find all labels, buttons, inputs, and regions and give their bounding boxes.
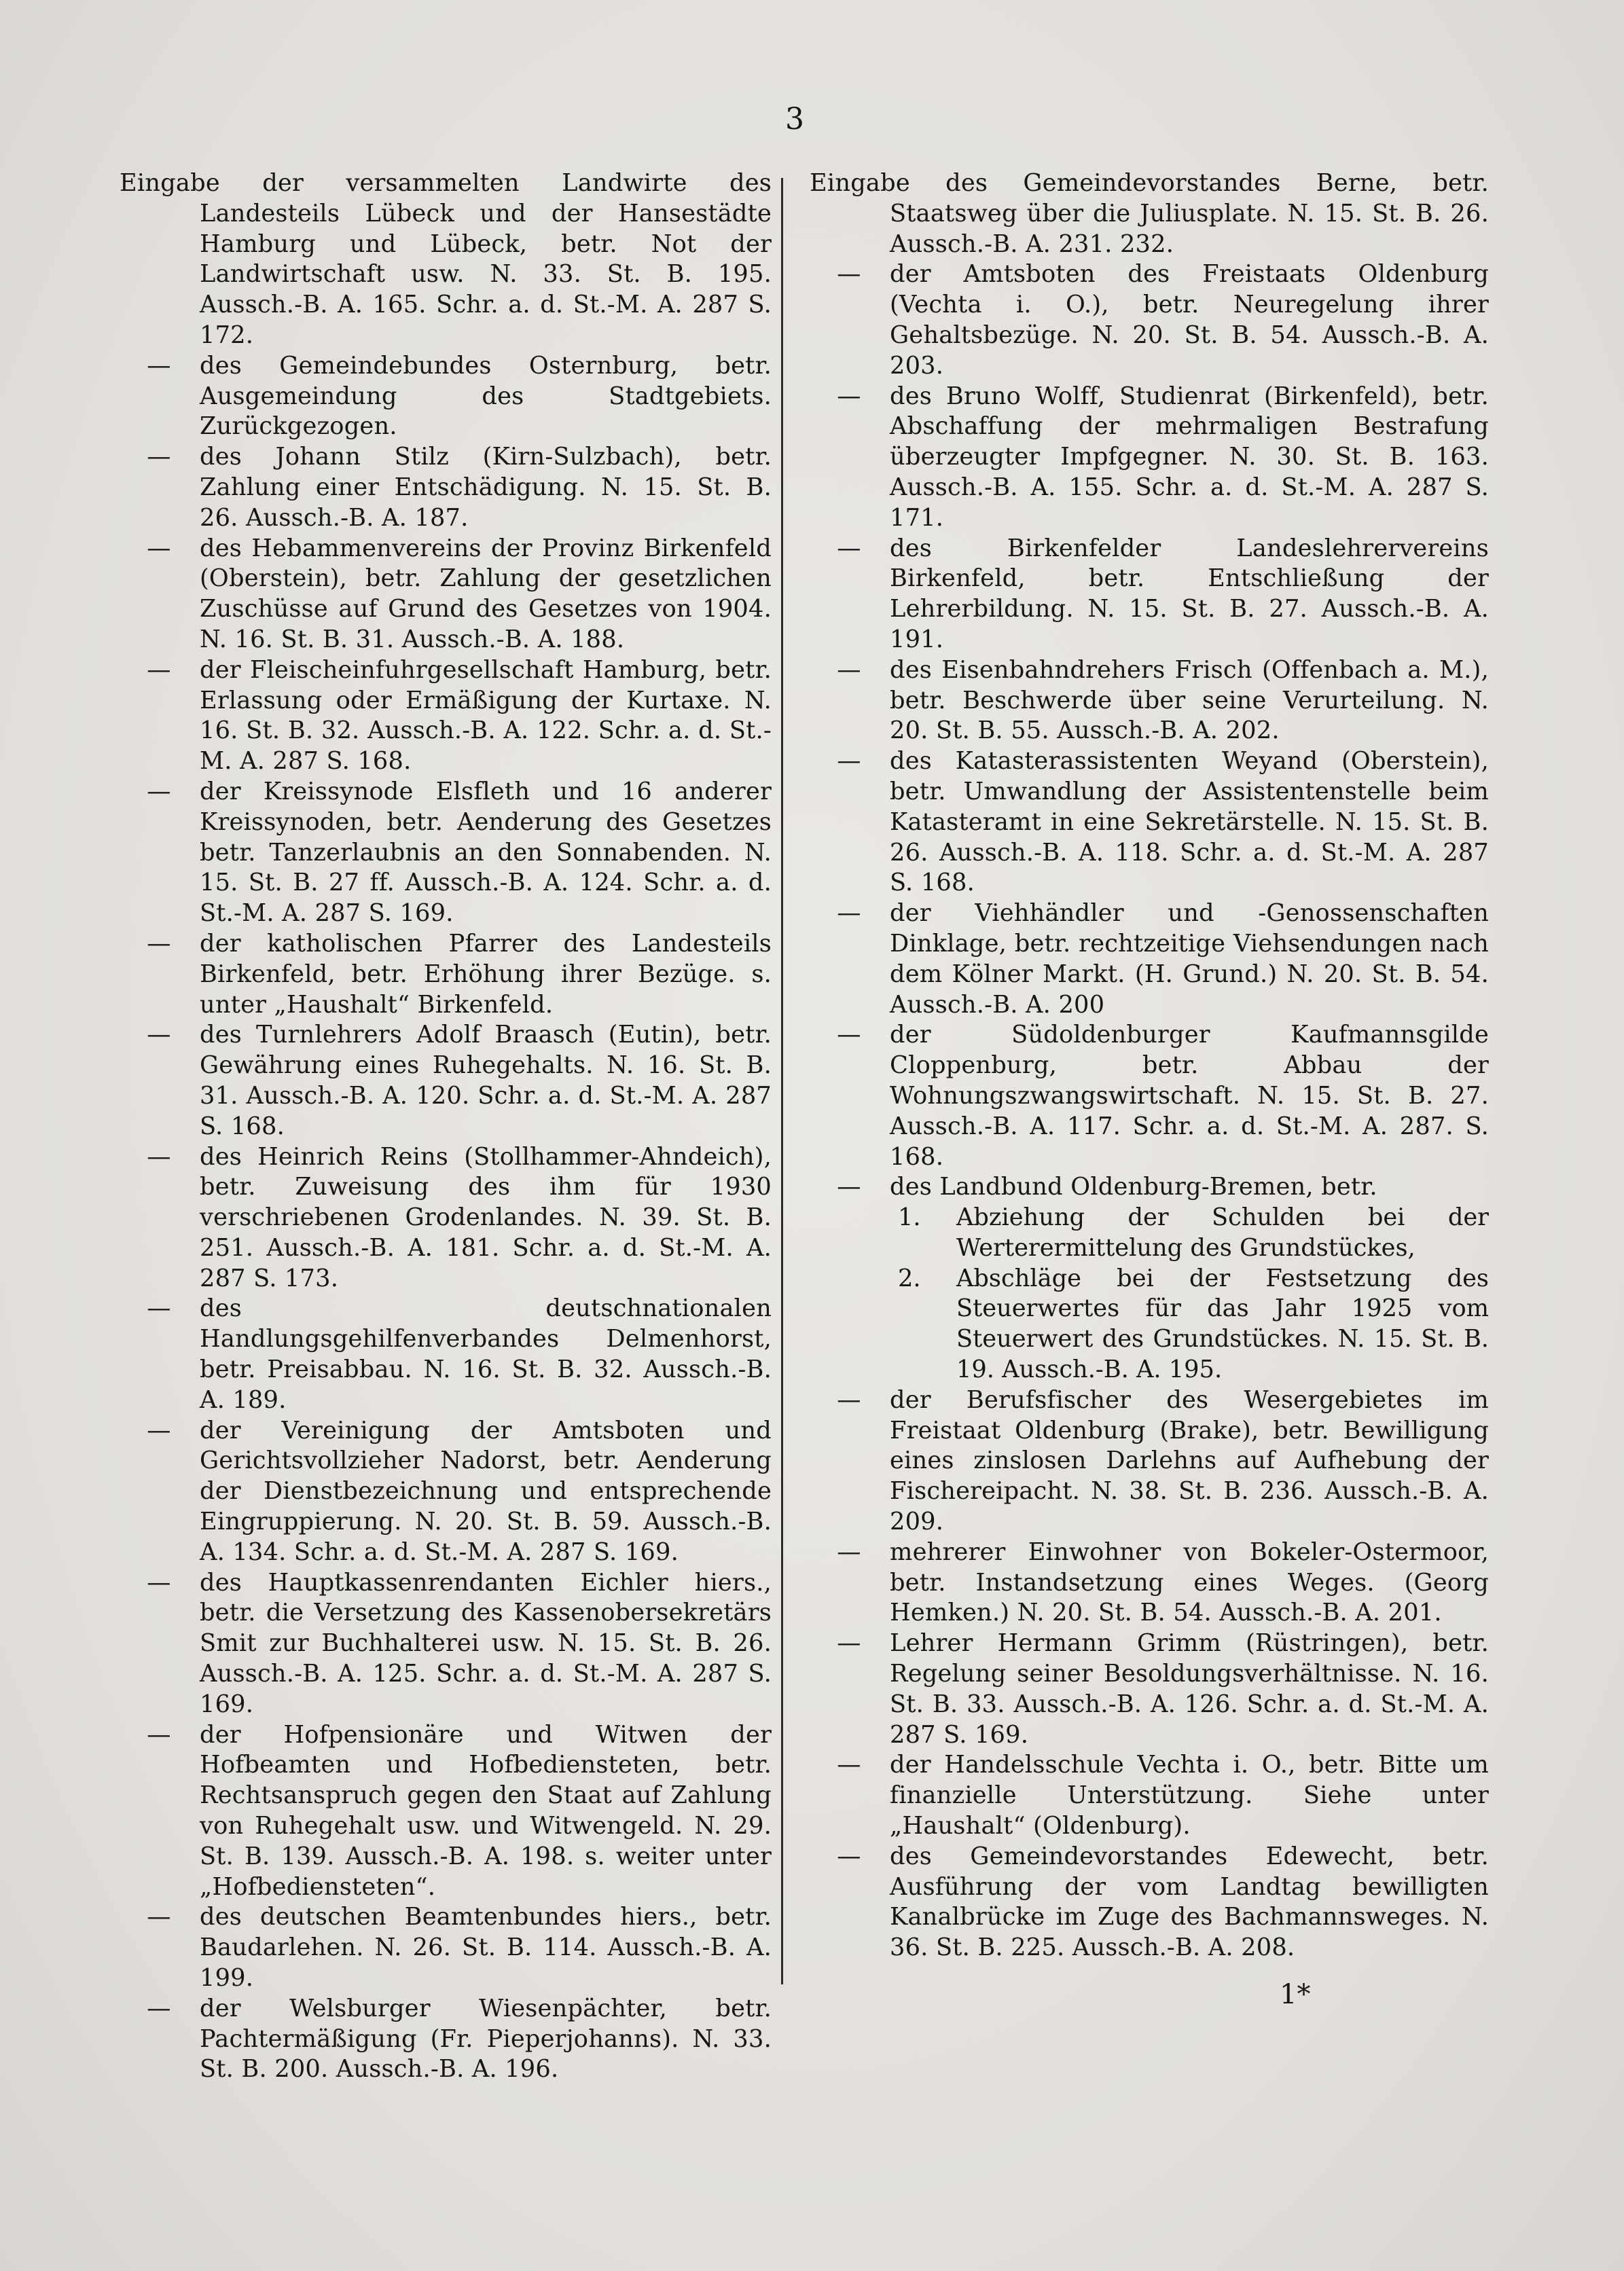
entry-text: der Hofpensionäre und Witwen der Hofbeamten und Hofbediensteten, betr. Rechtsanspruch gegen den Staat auf Zahlung von Ruhegehalt usw. und Witwengeld. N. 29. St. B. 139. Aussch.-B. A. 198. s. weiter unter „Hofbediensteten“.	[200, 1720, 772, 1901]
entry	[810, 746, 1489, 898]
dash-marker: —	[147, 777, 171, 805]
entry	[810, 1538, 1489, 1629]
entry	[120, 1902, 772, 1993]
dash-marker: —	[837, 655, 861, 684]
entry	[810, 898, 1489, 1020]
page-number: 3	[785, 102, 804, 137]
entry-text: Abziehung der Schulden bei der Werterermittelung des Grundstückes,	[956, 1203, 1489, 1262]
entry-text: des Heinrich Reins (Stollhammer-Ahndeich), betr. Zuweisung des ihm für 1930 verschriebenen Grodenlandes. N. 39. St. B. 251. Aussch.-B. A. 181. Schr. a. d. St.-M. A. 287 S. 173.	[200, 1142, 772, 1292]
entry	[120, 929, 772, 1020]
entry-text: des Gemeindevorstandes Edewecht, betr. Ausführung der vom Landtag bewilligten Kanalbrücke im Zuge des Bachmannsweges. N. 36. St. B. 225. Aussch.-B. A. 208.	[890, 1842, 1489, 1962]
entry	[120, 655, 772, 777]
dash-marker: —	[147, 1294, 171, 1323]
entry-text: der Welsburger Wiesenpächter, betr. Pachtermäßigung (Fr. Pieperjohanns). N. 33. St. B. 200. Aussch.-B. A. 196.	[200, 1994, 772, 2084]
dash-marker: —	[147, 1416, 171, 1445]
entry-text: Eingabe des Gemeindevorstandes Berne, betr. Staatsweg über die Juliusplate. N. 15. St. B. 26. Aussch.-B. A. 231. 232.	[810, 169, 1489, 258]
entry	[810, 1020, 1489, 1172]
entry-text: der Handelsschule Vechta i. O., betr. Bitte um finanzielle Unterstützung. Siehe unter „Haushalt“ (Oldenburg).	[890, 1751, 1489, 1840]
entry	[810, 1172, 1489, 1203]
dash-marker: —	[147, 1142, 171, 1171]
entry	[810, 1385, 1489, 1538]
entry	[810, 1842, 1489, 1963]
entry	[810, 1750, 1489, 1841]
dash-marker: —	[147, 1021, 171, 1049]
item-number: 2.	[898, 1264, 921, 1292]
entry-heading	[810, 168, 1489, 259]
entry-text: des Katasterassistenten Weyand (Oberstein), betr. Umwandlung der Assistentenstelle beim Katasteramt in eine Sekretärstelle. N. 15. St. B. 26. Aussch.-B. A. 118. Schr. a. d. St.-M. A. 287 S. 168.	[890, 747, 1489, 897]
numbered-item	[810, 1264, 1489, 1385]
entry	[120, 1294, 772, 1415]
dash-marker: —	[837, 1751, 861, 1779]
entry-text: Eingabe der versammelten Landwirte des Landesteils Lübeck und der Hansestädte Hamburg und Lübeck, betr. Not der Landwirtschaft usw. N. 33. St. B. 195. Aussch.-B. A. 165. Schr. a. d. St.-M. A. 287 S. 172.	[120, 169, 772, 349]
entry	[810, 655, 1489, 746]
signature-mark: 1*	[1280, 1979, 1311, 2010]
dash-marker: —	[837, 1629, 861, 1658]
entry-text: des deutschen Beamtenbundes hiers., betr. Baudarlehen. N. 26. St. B. 114. Aussch.-B. A. 199.	[200, 1903, 772, 1993]
dash-marker: —	[147, 929, 171, 958]
dash-marker: —	[147, 351, 171, 380]
entry	[810, 259, 1489, 381]
numbered-item	[810, 1203, 1489, 1264]
entry-text: der Berufsfischer des Wesergebietes im Freistaat Oldenburg (Brake), betr. Bewilligung eines zinslosen Darlehns auf Aufhebung der Fischereipacht. N. 38. St. B. 236. Aussch.-B. A. 209.	[890, 1385, 1489, 1536]
column-divider	[781, 178, 783, 1984]
right-column	[810, 168, 1489, 1963]
entry-heading	[120, 168, 772, 351]
dash-marker: —	[837, 747, 861, 776]
entry-text: des Birkenfelder Landeslehrervereins Birkenfeld, betr. Entschließung der Lehrerbildung. N. 15. St. B. 27. Aussch.-B. A. 191.	[890, 534, 1489, 653]
entry-text: der Vereinigung der Amtsboten und Gerichtsvollzieher Nadorst, betr. Aenderung der Dienstbezeichnung und entsprechende Eingruppierung. N. 20. St. B. 59. Aussch.-B. A. 134. Schr. a. d. St.-M. A. 287 S. 169.	[200, 1416, 772, 1566]
dash-marker: —	[837, 382, 861, 410]
entry-text: der Viehhändler und -Genossenschaften Dinklage, betr. rechtzeitige Viehsendungen nach dem Kölner Markt. (H. Grund.) N. 20. St. B. 54. Aussch.-B. A. 200	[890, 899, 1489, 1019]
dash-marker: —	[147, 1568, 171, 1597]
dash-marker: —	[837, 899, 861, 928]
entry	[120, 442, 772, 533]
entry-text: der Südoldenburger Kaufmannsgilde Cloppenburg, betr. Abbau der Wohnungszwangswirtschaft. N. 15. St. B. 27. Aussch.-B. A. 117. Schr. a. d. St.-M. A. 287. S. 168.	[890, 1021, 1489, 1171]
entry-text: der katholischen Pfarrer des Landesteils Birkenfeld, betr. Erhöhung ihrer Bezüge. s. unter „Haushalt“ Birkenfeld.	[200, 929, 772, 1019]
dash-marker: —	[837, 260, 861, 289]
entry-text: des Johann Stilz (Kirn-Sulzbach), betr. Zahlung einer Entschädigung. N. 15. St. B. 26. Aussch.-B. A. 187.	[200, 443, 772, 532]
entry-text: des Gemeindebundes Osternburg, betr. Ausgemeindung des Stadtgebiets. Zurückgezogen.	[200, 351, 772, 441]
entry	[120, 777, 772, 929]
dash-marker: —	[147, 1994, 171, 2022]
entry-text: mehrerer Einwohner von Bokeler-Ostermoor, betr. Instandsetzung eines Weges. (Georg Hemken.) N. 20. St. B. 54. Aussch.-B. A. 201.	[890, 1538, 1489, 1627]
dash-marker: —	[147, 1720, 171, 1749]
dash-marker: —	[837, 1538, 861, 1566]
dash-marker: —	[147, 655, 171, 684]
entry-text: Abschläge bei der Festsetzung des Steuerwertes für das Jahr 1925 vom Steuerwert des Grundstückes. N. 15. St. B. 19. Aussch.-B. A. 195.	[956, 1264, 1489, 1384]
entry	[120, 1994, 772, 2085]
entry-text: des Eisenbahndrehers Frisch (Offenbach a. M.), betr. Beschwerde über seine Verurteilung. N. 20. St. B. 55. Aussch.-B. A. 202.	[890, 655, 1489, 745]
entry-text: der Fleischeinfuhrgesellschaft Hamburg, betr. Erlassung oder Ermäßigung der Kurtaxe. N. 16. St. B. 32. Aussch.-B. A. 122. Schr. a. d. St.-M. A. 287 S. 168.	[200, 655, 772, 776]
entry	[120, 1020, 772, 1142]
entry-text: der Kreissynode Elsfleth und 16 anderer Kreissynoden, betr. Aenderung des Gesetzes betr. Tanzerlaubnis an den Sonnabenden. N. 15. St. B. 27 ff. Aussch.-B. A. 124. Schr. a. d. St.-M. A. 287 S. 169.	[200, 777, 772, 928]
entry	[120, 1568, 772, 1720]
dash-marker: —	[837, 1173, 861, 1201]
dash-marker: —	[837, 1385, 861, 1414]
entry	[120, 1720, 772, 1903]
entry-text: des Bruno Wolff, Studienrat (Birkenfeld), betr. Abschaffung der mehrmaligen Bestrafung überzeugter Impfgegner. N. 30. St. B. 163. Aussch.-B. A. 155. Schr. a. d. St.-M. A. 287 S. 171.	[890, 382, 1489, 532]
entry-text: des Hauptkassenrendanten Eichler hiers., betr. die Versetzung des Kassenobersekretärs Smit zur Buchhalterei usw. N. 15. St. B. 26. Aussch.-B. A. 125. Schr. a. d. St.-M. A. 287 S. 169.	[200, 1568, 772, 1718]
entry-text: des Landbund Oldenburg-Bremen, betr.	[890, 1173, 1377, 1201]
entry-text: des deutschnationalen Handlungsgehilfenverbandes Delmenhorst, betr. Preisabbau. N. 16. St. B. 32. Aussch.-B. A. 189.	[200, 1294, 772, 1414]
left-column	[120, 168, 772, 2085]
entry-text: Lehrer Hermann Grimm (Rüstringen), betr. Regelung seiner Besoldungsverhältnisse. N. 16. St. B. 33. Aussch.-B. A. 126. Schr. a. d. St.-M. A. 287 S. 169.	[890, 1629, 1489, 1749]
entry	[120, 1416, 772, 1568]
dash-marker: —	[147, 1903, 171, 1931]
entry	[810, 382, 1489, 534]
entry-text: des Turnlehrers Adolf Braasch (Eutin), betr. Gewährung eines Ruhegehalts. N. 16. St. B. 31. Aussch.-B. A. 120. Schr. a. d. St.-M. A. 287 S. 168.	[200, 1021, 772, 1140]
dash-marker: —	[147, 534, 171, 562]
entry	[810, 1629, 1489, 1750]
entry-text: des Hebammenvereins der Provinz Birkenfeld (Oberstein), betr. Zahlung der gesetzlichen Zuschüsse auf Grund des Gesetzes von 1904. N. 16. St. B. 31. Aussch.-B. A. 188.	[200, 534, 772, 653]
dash-marker: —	[147, 443, 171, 471]
entry	[120, 1142, 772, 1294]
dash-marker: —	[837, 534, 861, 562]
entry	[810, 534, 1489, 655]
dash-marker: —	[837, 1021, 861, 1049]
entry-text: der Amtsboten des Freistaats Oldenburg (Vechta i. O.), betr. Neuregelung ihrer Gehaltsbezüge. N. 20. St. B. 54. Aussch.-B. A. 203.	[890, 260, 1489, 380]
dash-marker: —	[837, 1842, 861, 1870]
entry	[120, 534, 772, 655]
entry	[120, 351, 772, 442]
item-number: 1.	[898, 1203, 921, 1232]
